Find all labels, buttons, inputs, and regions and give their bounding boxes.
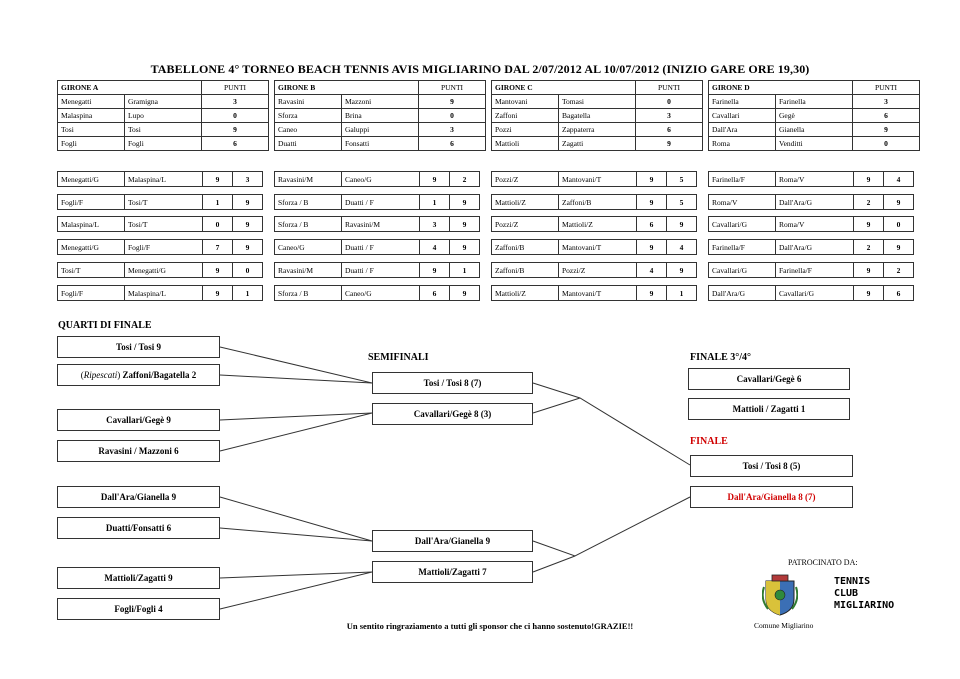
sf-box: Tosi / Tosi 8 (7) xyxy=(372,372,533,394)
final-box: Tosi / Tosi 8 (5) xyxy=(690,455,853,477)
punti-cell: 6 xyxy=(853,109,920,123)
team-cell: Tosi/T xyxy=(125,217,203,232)
semifinali-label: SEMIFINALI xyxy=(368,352,429,363)
score-cell: 9 xyxy=(667,217,697,232)
finale34-box: Mattioli / Zagatti 1 xyxy=(688,398,850,420)
player-cell: Gramigna xyxy=(125,95,202,109)
score-cell: 6 xyxy=(420,286,450,301)
player-cell: Menegatti xyxy=(58,95,125,109)
punti-cell: 0 xyxy=(419,109,486,123)
player-cell: Galuppi xyxy=(342,123,419,137)
team-cell: Farinella/F xyxy=(776,263,854,278)
player-cell: Cavallari xyxy=(709,109,776,123)
punti-cell: 6 xyxy=(202,137,269,151)
team-cell: Pozzi/Z xyxy=(559,263,637,278)
score-cell: 9 xyxy=(637,195,667,210)
team-cell: Duatti / F xyxy=(342,240,420,255)
team-cell: Menegatti/G xyxy=(58,172,125,187)
score-cell: 6 xyxy=(884,286,914,301)
punti-cell: 0 xyxy=(636,95,703,109)
team-cell: Pozzi/Z xyxy=(492,172,559,187)
player-cell: Tomasi xyxy=(559,95,636,109)
score-cell: 1 xyxy=(203,195,233,210)
punti-cell: 3 xyxy=(202,95,269,109)
score-cell: 9 xyxy=(854,217,884,232)
score-cell: 2 xyxy=(854,240,884,255)
team-cell: Caneo/G xyxy=(275,240,342,255)
score-cell: 9 xyxy=(667,263,697,278)
score-cell: 9 xyxy=(884,240,914,255)
punti-cell: 6 xyxy=(419,137,486,151)
team-cell: Tosi/T xyxy=(125,195,203,210)
player-cell: Gianella xyxy=(776,123,853,137)
player-cell: Fonsatti xyxy=(342,137,419,151)
player-cell: Mantovani xyxy=(492,95,559,109)
qf-box: Duatti/Fonsatti 6 xyxy=(57,517,220,539)
team-cell: Mantovani/T xyxy=(559,172,637,187)
score-cell: 0 xyxy=(233,263,263,278)
qf-box: Fogli/Fogli 4 xyxy=(57,598,220,620)
team-cell: Zaffoni/B xyxy=(492,263,559,278)
player-cell: Tosi xyxy=(58,123,125,137)
punti-cell: 9 xyxy=(202,123,269,137)
comune-label: Comune Migliarino xyxy=(754,621,814,630)
comune-crest-icon xyxy=(762,573,798,617)
score-cell: 9 xyxy=(884,195,914,210)
score-cell: 0 xyxy=(884,217,914,232)
quarti-label: QUARTI DI FINALE xyxy=(58,320,152,331)
score-cell: 9 xyxy=(854,263,884,278)
player-cell: Tosi xyxy=(125,123,202,137)
team-cell: Sforza / B xyxy=(275,195,342,210)
team-cell: Dall'Ara/G xyxy=(709,286,776,301)
team-cell: Roma/V xyxy=(776,172,854,187)
score-cell: 0 xyxy=(203,217,233,232)
finale34-box: Cavallari/Gegè 6 xyxy=(688,368,850,390)
qf-box: Tosi / Tosi 9 xyxy=(57,336,220,358)
bracket-line xyxy=(533,398,580,413)
qf-box: Mattioli/Zagatti 9 xyxy=(57,567,220,589)
score-cell: 3 xyxy=(233,172,263,187)
qf-box-ripescati: (Ripescati) Zaffoni/Bagatella 2 xyxy=(57,364,220,386)
player-cell: Pozzi xyxy=(492,123,559,137)
team-cell: Mattioli/Z xyxy=(492,195,559,210)
player-cell: Dall'Ara xyxy=(709,123,776,137)
team-cell: Mattioli/Z xyxy=(559,217,637,232)
score-cell: 6 xyxy=(637,217,667,232)
score-cell: 3 xyxy=(420,217,450,232)
team-cell: Menegatti/G xyxy=(58,240,125,255)
punti-cell: 9 xyxy=(636,137,703,151)
score-cell: 9 xyxy=(450,217,480,232)
bracket-line xyxy=(533,497,690,556)
score-cell: 4 xyxy=(637,263,667,278)
sf-box: Dall'Ara/Gianella 9 xyxy=(372,530,533,552)
score-cell: 9 xyxy=(854,286,884,301)
score-cell: 9 xyxy=(450,240,480,255)
team-cell: Sforza / B xyxy=(275,286,342,301)
club-line: CLUB xyxy=(834,588,859,599)
sf-box: Mattioli/Zagatti 7 xyxy=(372,561,533,583)
team-cell: Fogli/F xyxy=(125,240,203,255)
player-cell: Ravasini xyxy=(275,95,342,109)
score-cell: 9 xyxy=(637,172,667,187)
score-cell: 9 xyxy=(233,217,263,232)
team-cell: Zaffoni/B xyxy=(559,195,637,210)
qf-box: Dall'Ara/Gianella 9 xyxy=(57,486,220,508)
score-cell: 9 xyxy=(854,172,884,187)
sf-box: Cavallari/Gegè 8 (3) xyxy=(372,403,533,425)
club-line: MIGLIARINO xyxy=(834,600,895,611)
girone-name: GIRONE C xyxy=(492,81,636,95)
team-cell: Mattioli/Z xyxy=(492,286,559,301)
team-cell: Dall'Ara/G xyxy=(776,195,854,210)
player-cell: Duatti xyxy=(275,137,342,151)
punti-cell: 6 xyxy=(636,123,703,137)
team-cell: Mantovani/T xyxy=(559,240,637,255)
team-cell: Farinella/F xyxy=(709,240,776,255)
team-cell: Cavallari/G xyxy=(709,263,776,278)
player-cell: Caneo xyxy=(275,123,342,137)
score-cell: 7 xyxy=(203,240,233,255)
score-cell: 9 xyxy=(450,195,480,210)
player-cell: Zaffoni xyxy=(492,109,559,123)
qf-box: Cavallari/Gegè 9 xyxy=(57,409,220,431)
score-cell: 9 xyxy=(203,286,233,301)
team-cell: Cavallari/G xyxy=(709,217,776,232)
qf-box: Ravasini / Mazzoni 6 xyxy=(57,440,220,462)
team-cell: Farinella/F xyxy=(709,172,776,187)
score-cell: 9 xyxy=(203,172,233,187)
bracket-line xyxy=(533,556,575,572)
team-cell: Malaspina/L xyxy=(125,172,203,187)
page-title: TABELLONE 4° TORNEO BEACH TENNIS AVIS MIGLIARINO DAL 2/07/2012 AL 10/07/2012 (INIZIO GARE ORE 19,30) xyxy=(150,62,810,76)
team-cell: Fogli/F xyxy=(58,286,125,301)
finale34-label: FINALE 3°/4° xyxy=(690,352,752,363)
score-cell: 2 xyxy=(450,172,480,187)
player-cell: Gegè xyxy=(776,109,853,123)
score-cell: 1 xyxy=(233,286,263,301)
score-cell: 9 xyxy=(637,286,667,301)
player-cell: Fogli xyxy=(58,137,125,151)
score-cell: 2 xyxy=(854,195,884,210)
player-cell: Mazzoni xyxy=(342,95,419,109)
punti-header: PUNTI xyxy=(419,81,486,95)
player-cell: Zappaterra xyxy=(559,123,636,137)
team-cell: Cavallari/G xyxy=(776,286,854,301)
team-cell: Menegatti/G xyxy=(125,263,203,278)
score-cell: 9 xyxy=(450,286,480,301)
bracket-line xyxy=(220,347,372,383)
player-cell: Lupo xyxy=(125,109,202,123)
punti-cell: 3 xyxy=(636,109,703,123)
team-cell: Caneo/G xyxy=(342,286,420,301)
score-cell: 1 xyxy=(667,286,697,301)
score-cell: 9 xyxy=(637,240,667,255)
score-cell: 1 xyxy=(420,195,450,210)
score-cell: 9 xyxy=(203,263,233,278)
score-cell: 4 xyxy=(420,240,450,255)
punti-header: PUNTI xyxy=(853,81,920,95)
team-cell: Duatti / F xyxy=(342,263,420,278)
team-cell: Roma/V xyxy=(776,217,854,232)
team-cell: Tosi/T xyxy=(58,263,125,278)
team-cell: Dall'Ara/G xyxy=(776,240,854,255)
score-cell: 9 xyxy=(420,263,450,278)
team-cell: Malaspina/L xyxy=(58,217,125,232)
player-cell: Farinella xyxy=(776,95,853,109)
team-cell: Sforza / B xyxy=(275,217,342,232)
player-cell: Brina xyxy=(342,109,419,123)
player-cell: Malaspina xyxy=(58,109,125,123)
team-cell: Caneo/G xyxy=(342,172,420,187)
punti-cell: 3 xyxy=(853,95,920,109)
score-cell: 4 xyxy=(884,172,914,187)
score-cell: 1 xyxy=(450,263,480,278)
team-cell: Ravasini/M xyxy=(275,172,342,187)
qf-box-text: Zaffoni/Bagatella 2 xyxy=(122,370,197,380)
team-cell: Malaspina/L xyxy=(125,286,203,301)
score-cell: 9 xyxy=(420,172,450,187)
score-cell: 5 xyxy=(667,172,697,187)
team-cell: Zaffoni/B xyxy=(492,240,559,255)
player-cell: Zagatti xyxy=(559,137,636,151)
tennis-club-logo xyxy=(834,576,894,612)
score-cell: 4 xyxy=(667,240,697,255)
punti-cell: 3 xyxy=(419,123,486,137)
girone-name: GIRONE B xyxy=(275,81,419,95)
bracket-line xyxy=(533,383,690,465)
team-cell: Pozzi/Z xyxy=(492,217,559,232)
punti-cell: 9 xyxy=(853,123,920,137)
score-cell: 2 xyxy=(884,263,914,278)
team-cell: Ravasini/M xyxy=(275,263,342,278)
player-cell: Sforza xyxy=(275,109,342,123)
punti-header: PUNTI xyxy=(202,81,269,95)
player-cell: Fogli xyxy=(125,137,202,151)
team-cell: Mantovani/T xyxy=(559,286,637,301)
team-cell: Roma/V xyxy=(709,195,776,210)
team-cell: Fogli/F xyxy=(58,195,125,210)
punti-cell: 0 xyxy=(202,109,269,123)
player-cell: Mattioli xyxy=(492,137,559,151)
player-cell: Bagatella xyxy=(559,109,636,123)
team-cell: Duatti / F xyxy=(342,195,420,210)
girone-name: GIRONE D xyxy=(709,81,853,95)
score-cell: 9 xyxy=(233,240,263,255)
team-cell: Ravasini/M xyxy=(342,217,420,232)
bracket-line xyxy=(220,375,372,383)
patrocinato-label: PATROCINATO DA: xyxy=(788,558,858,567)
punti-cell: 9 xyxy=(419,95,486,109)
girone-name: GIRONE A xyxy=(58,81,202,95)
player-cell: Roma xyxy=(709,137,776,151)
club-line: TENNIS xyxy=(834,576,871,587)
punti-header: PUNTI xyxy=(636,81,703,95)
score-cell: 5 xyxy=(667,195,697,210)
punti-cell: 0 xyxy=(853,137,920,151)
ripescati-label: Ripescati xyxy=(83,370,118,380)
player-cell: Farinella xyxy=(709,95,776,109)
finale-label: FINALE xyxy=(690,436,728,447)
player-cell: Venditti xyxy=(776,137,853,151)
thanks-message: Un sentito ringraziamento a tutti gli sponsor che ci hanno sostenuto!GRAZIE!! xyxy=(346,621,634,631)
final-winner-box: Dall'Ara/Gianella 8 (7) xyxy=(690,486,853,508)
score-cell: 9 xyxy=(233,195,263,210)
